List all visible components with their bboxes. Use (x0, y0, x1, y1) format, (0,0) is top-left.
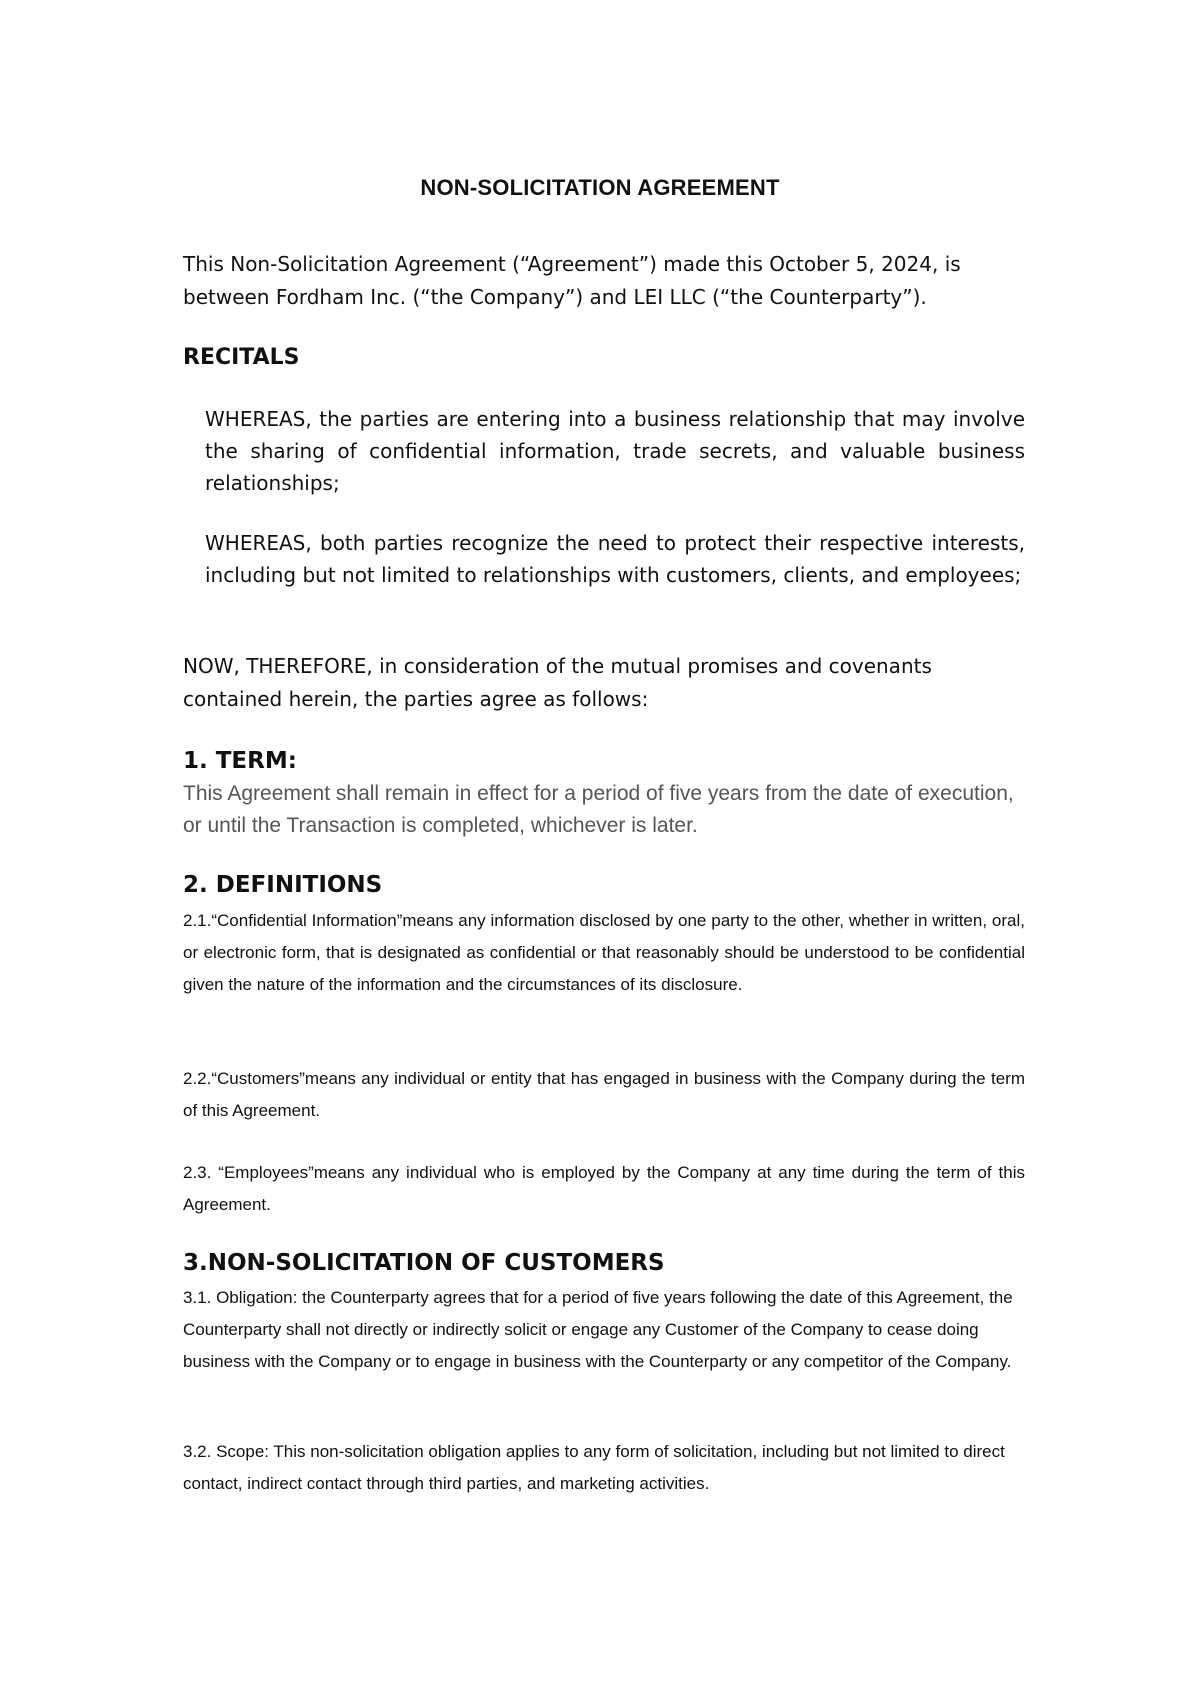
document-title: NON-SOLICITATION AGREEMENT (420, 175, 780, 200)
non-solicitation-clause: 3.1. Obligation: the Counterparty agrees that for a period of five years following the date of this Agreement, the Counterparty shall not directly or indirectly solicit or engage any Customer of the Company to cease doing business with the Company or to engage in business with the Counterparty or any competitor of the Company. (183, 1288, 1013, 1371)
definition-clause: 2.2.“Customers”means any individual or entity that has engaged in business with the Company during the term of this Agreement. (183, 1069, 1025, 1120)
term-paragraph: This Agreement shall remain in effect for a period of five years from the date of execution, or until the Transaction is completed, whichever is later. (183, 782, 1014, 837)
intro-paragraph: This Non-Solicitation Agreement (“Agreement”) made this October 5, 2024, is between Fordham Inc. (“the Company”) and LEI LLC (“the Counterparty”). (183, 252, 961, 309)
definition-clause: 2.1.“Confidential Information”means any information disclosed by one party to the other, whether in written, oral, or electronic form, that is designated as confidential or that reasonably should be understood to be confidential given the nature of the information and the circumstances of its disclosure. (183, 911, 1025, 994)
non-solicitation-clause: 3.2. Scope: This non-solicitation obligation applies to any form of solicitation, including but not limited to direct contact, indirect contact through third parties, and marketing activities. (183, 1442, 1005, 1493)
recital-paragraph: WHEREAS, the parties are entering into a business relationship that may involve the sharing of confidential information, trade secrets, and valuable business relationships; (205, 407, 1025, 495)
section-heading-non-solicitation: 3.NON-SOLICITATION OF CUSTOMERS (183, 1250, 665, 1276)
now-therefore-paragraph: NOW, THEREFORE, in consideration of the mutual promises and covenants contained herein, the parties agree as follows: (183, 654, 932, 711)
recitals-heading: RECITALS (183, 345, 300, 370)
definition-clause: 2.3. “Employees”means any individual who is employed by the Company at any time during the term of this Agreement. (183, 1163, 1025, 1214)
section-heading-definitions: 2. DEFINITIONS (183, 872, 383, 898)
recital-paragraph: WHEREAS, both parties recognize the need to protect their respective interests, including but not limited to relationships with customers, clients, and employees; (205, 531, 1025, 587)
section-heading-term: 1. TERM: (183, 748, 297, 774)
